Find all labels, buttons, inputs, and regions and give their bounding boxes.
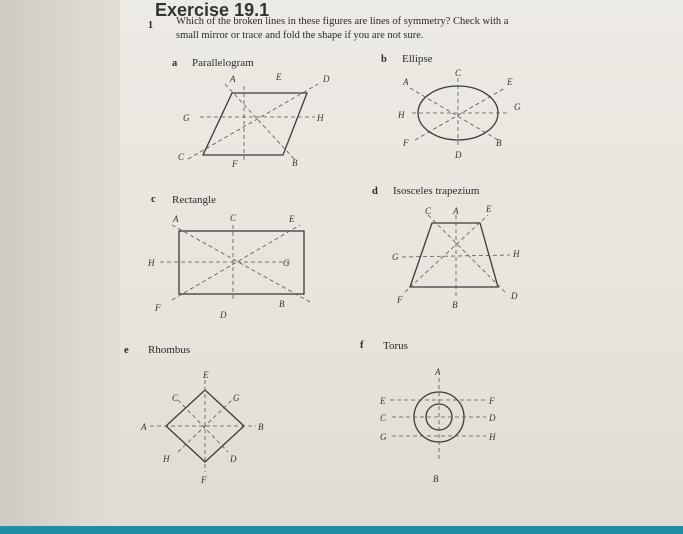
point-label: D (220, 310, 227, 320)
point-label: A (173, 214, 179, 224)
figure-c-name: Rectangle (172, 194, 216, 206)
point-label: A (453, 206, 459, 216)
point-label: G (183, 113, 190, 123)
point-label: B (258, 422, 264, 432)
figure-e-letter: e (124, 345, 129, 356)
point-label: C (230, 213, 237, 223)
point-label: F (403, 138, 409, 148)
point-label: E (486, 204, 492, 214)
point-label: A (403, 77, 409, 87)
point-label: D (230, 454, 237, 464)
figure-d-letter: d (372, 186, 378, 197)
point-label: D (511, 291, 518, 301)
exercise-title: Exercise 19.1 (155, 0, 270, 20)
figure-f-name: Torus (383, 340, 408, 352)
point-label: A (230, 74, 236, 84)
point-label: D (489, 413, 496, 423)
point-label: A (435, 367, 441, 377)
point-label: F (232, 159, 238, 169)
point-label: D (455, 150, 462, 160)
point-label: F (201, 475, 207, 485)
figure-b-letter: b (381, 54, 387, 65)
point-label: C (380, 413, 387, 423)
point-label: G (392, 252, 399, 262)
bottom-accent-bar (0, 526, 683, 534)
point-label: D (323, 74, 330, 84)
point-label: B (433, 474, 439, 484)
question-number: 1 (148, 20, 153, 31)
figure-c-letter: c (151, 194, 156, 205)
point-label: H (317, 113, 324, 123)
point-label: C (172, 393, 179, 403)
point-label: G (283, 258, 290, 268)
point-label: B (452, 300, 458, 310)
figure-e-name: Rhombus (148, 344, 191, 356)
figure-f-letter: f (360, 340, 364, 351)
point-label: E (276, 72, 282, 82)
question-text-line-1: Which of the broken lines in these figures are lines of symmetry? Check with a (176, 16, 509, 27)
figure-b-name: Ellipse (402, 53, 433, 65)
point-label: G (514, 102, 521, 112)
point-label: F (155, 303, 161, 313)
figure-a-letter: a (172, 58, 178, 69)
question-text-line-2: small mirror or trace and fold the shape if you are not sure. (176, 30, 424, 41)
figure-d-name: Isosceles trapezium (393, 185, 480, 197)
point-label: F (397, 295, 403, 305)
point-label: E (380, 396, 386, 406)
point-label: H (398, 110, 405, 120)
point-label: B (292, 158, 298, 168)
point-label: B (279, 299, 285, 309)
point-label: B (496, 138, 502, 148)
point-label: H (513, 249, 520, 259)
point-label: C (178, 152, 185, 162)
point-label: C (455, 68, 462, 78)
point-label: E (507, 77, 513, 87)
point-label: F (489, 396, 495, 406)
point-label: E (289, 214, 295, 224)
point-label: E (203, 370, 209, 380)
point-label: H (148, 258, 155, 268)
figure-a-name: Parallelogram (192, 57, 254, 69)
point-label: H (489, 432, 496, 442)
point-label: A (141, 422, 147, 432)
point-label: C (425, 206, 432, 216)
point-label: G (233, 393, 240, 403)
point-label: G (380, 432, 387, 442)
point-label: H (163, 454, 170, 464)
